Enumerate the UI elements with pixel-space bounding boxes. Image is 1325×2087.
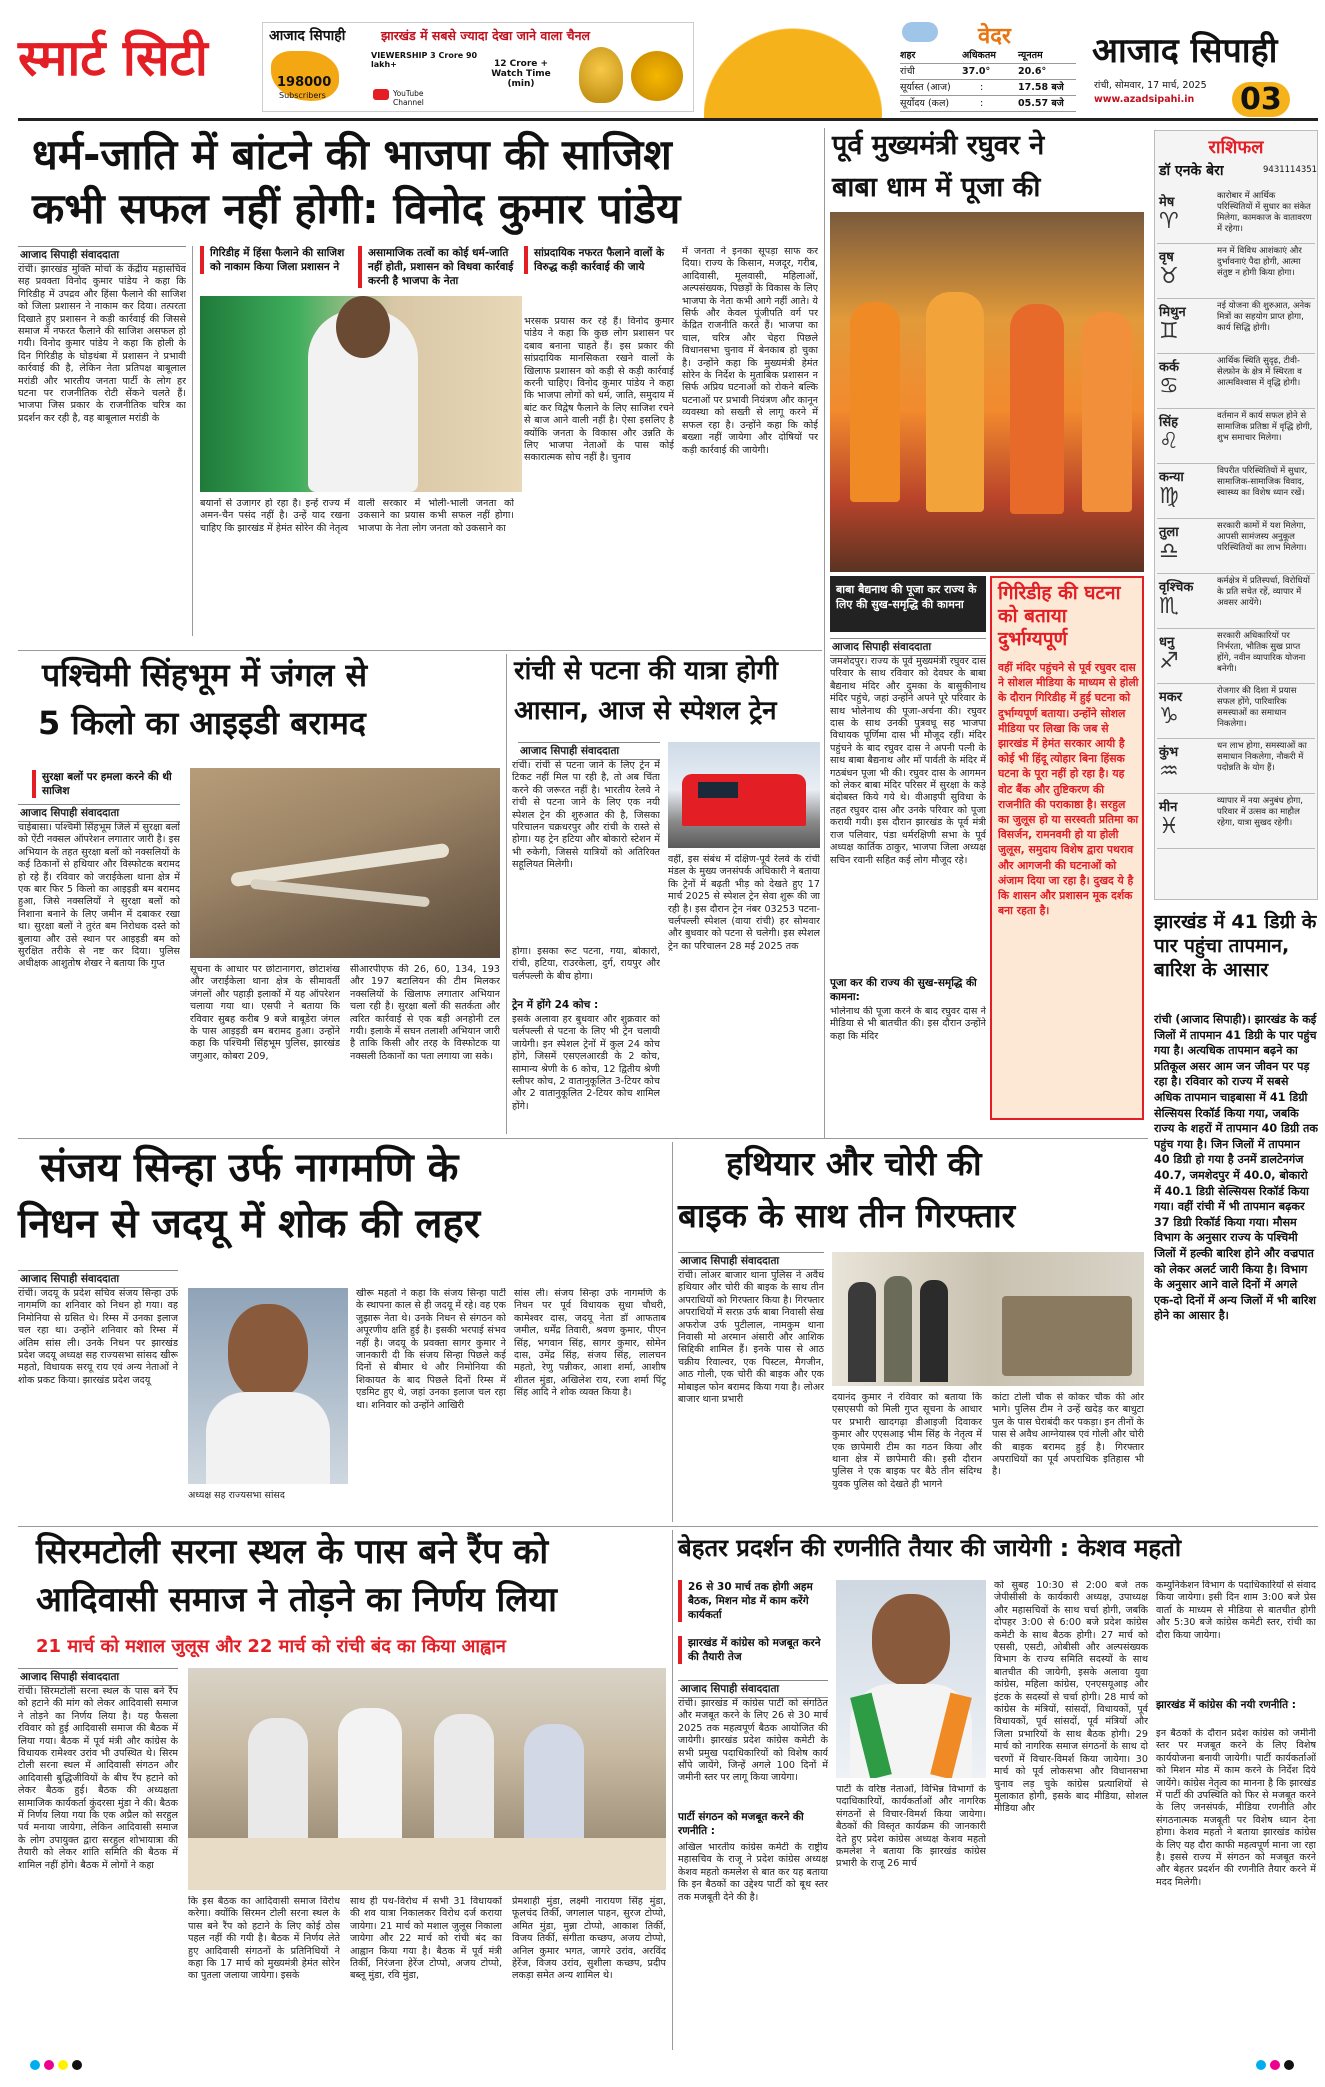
rashifal-box bbox=[1154, 130, 1318, 900]
byline: आजाद सिपाही संवाददाता bbox=[18, 1668, 178, 1686]
subhead: पार्टी संगठन को मजबूत करने की रणनीति : bbox=[678, 1811, 804, 1837]
rashifal-phone: 9431114351 bbox=[1263, 165, 1318, 175]
rashi-text: कारोबार में आर्थिक परिस्थितियों में सुधार का संकेत मिलेगा, कामकाज के वातावरण में रहेगा। bbox=[1217, 191, 1312, 234]
body-column: अखिल भारतीय कांग्रेस कमेटी के राष्ट्रीय महासचिव के राजू ने प्रदेश कांग्रेस अध्यक्ष केशव महतो कमलेश से बात कर यह बताया कि इन बैठकों का उद्देश्य पार्टी को बूथ स्तर तक मजबूती देने की है। bbox=[678, 1842, 828, 1903]
rashifal-author: डॉ एनके बेरा bbox=[1159, 163, 1224, 179]
story-raghubar bbox=[830, 128, 1150, 1138]
ied-photo bbox=[190, 768, 500, 958]
photo-caption: अध्यक्ष सह राज्यसभा सांसद bbox=[188, 1490, 285, 1501]
highlight-point: असामाजिक तत्वों का कोई धर्म-जाति नहीं होती, प्रशासन को विधवा कार्रवाई करनी है भाजपा के नेता bbox=[358, 246, 514, 288]
leo-icon: ♌ bbox=[1159, 429, 1179, 454]
body-column: रांची। झारखंड में कांग्रेस पार्टी को संगठित और मजबूत करने के लिए 26 से 30 मार्च 2025 तक महत्वपूर्ण बैठक आयोजित की जायेगी। झारखंड प्रदेश कांग्रेस कमेटी के सभी प्रमुख पदाधिकारियों को विशेष कार्य सौंपे जायेंगे, जिन्हें अगले 100 दिनों में जमीनी स्तर पर लागू किया जायेगा। bbox=[678, 1698, 828, 1784]
rashi-item bbox=[1157, 519, 1315, 574]
headline: बेहतर प्रदर्शन की रणनीति तैयार की जायेगी : केशव महतो bbox=[678, 1534, 1182, 1562]
body-column: दयानंद कुमार ने रविवार को बताया कि एसएसपी को मिली गुप्त सूचना के आधार पर प्रभारी खादगढ़ा डीआइजी दिवाकर कुमार और एएसआइ भीम सिंह के नेतृत्व में एक छापेमारी टीम का गठन किया और थाना क्षेत्र में छापेमारी की। इसी दौरान पुलिस ने एक बाइक पर बैठे तीन संदिग्ध युवक पुलिस को देखते ही भागने bbox=[832, 1392, 982, 1490]
person-head bbox=[336, 296, 390, 358]
youtube-ad[interactable] bbox=[262, 22, 694, 112]
rashi-name: मिथुन bbox=[1159, 305, 1186, 320]
body-column: कम्युनिकेशन विभाग के पदाधिकारियों से संवाद किया जायेगा। इसी दिन शाम 3:00 बजे प्रेस वार्ता के माध्यम से मीडिया से बातचीत होगी और 5:30 बजे कांग्रेस कमेटी स्तर, रांची का दौरा किया जायेगा। bbox=[1156, 1580, 1316, 1641]
body-column: रांची। सिरमटोली सरना स्थल के पास बने रैंप को हटाने की मांग को लेकर आदिवासी समाज ने तोड़ने का निर्णय लिया है। यह फैसला रविवार को हुई आदिवासी समाज की बैठक में लिया गया। बैठक में पूर्व मंत्री और कांग्रेस के विधायक रामेश्वर उरांव भी उपस्थित थे। सिरम टोली सरना स्थल में आदिवासी संगठन और आदिवासी बुद्धिजीवियों के बीच रैंप हटाने को लेकर बैठक हुई। बैठक की अध्यक्षता सामाजिक कार्यकर्ता कुंदरसा मुंडा ने की। बैठक में निर्णय लिया गया कि एक अप्रैल को सरहुल पर्व मनाया जायेगा, लेकिन आदिवासी समाज के लोग उपायुक्त द्वारा सरहुल शोभायात्रा की तैयारी को लेकर शांति समिति की बैठक में शामिल नहीं होंगे। बैठक में लोगों ने कहा bbox=[18, 1686, 178, 1871]
temple-photo bbox=[830, 212, 1144, 572]
weather-cloud-icon bbox=[902, 22, 938, 42]
rashi-name: मीन bbox=[1159, 800, 1178, 815]
box-text: वहीं मंदिर पहुंचने से पूर्व रघुवर दास ने सोशल मीडिया के माध्यम से होली के दौरान गिरिडीह में हुई घटना को दुर्भाग्यपूर्ण बताया। उन्होंने सोशल मीडिया पर लिखा कि जब से झारखंड में हेमंत सरकार आयी है कोई भी हिंदू त्योहार बिना हिंसक घटना के पूरा नहीं हो रहा है। यह वोट बैंक और तुष्टिकरण की राजनीति की पराकाष्ठा है। सरहुल का जुलूस हो या सरस्वती प्रतिमा का विसर्जन, रामनवमी हो या होली जुलूस, समुदाय विशेष द्वारा पथराव और आगजनी की घटनाओं को अंजाम दिया जा रहा है। दुखद ये है कि शासन और प्रशासन मूक दर्शक बना रहता है। bbox=[998, 661, 1139, 918]
rashi-text: नई योजना की शुरुआत, अनेक मित्रों का सहयोग प्राप्त होगा, कार्य सिद्धि होगी। bbox=[1217, 301, 1311, 333]
body-column: खीरू महतो ने कहा कि संजय सिन्हा पार्टी के स्थापना काल से ही जदयू में रहे। वह एक जुझारू नेता थे। उनके निधन से संगठन को अपूरणीय क्षति हुई है। इसकी भरपाई संभव नहीं है। जदयू के प्रवक्ता सागर कुमार ने जानकारी दी कि संजय सिन्हा पिछले कई दिनों से बीमार थे और निमोनिया की शिकायत के बाद पिछले दिनों रिम्स में एडमिट हुए थे, जहां उनका इलाज चल रहा था। शनिवार को उन्होंने आखिरी bbox=[356, 1288, 506, 1411]
subhead: ट्रेन में होंगे 24 कोच : bbox=[512, 999, 599, 1011]
body-column: प्रेमशाही मुंडा, लक्ष्मी नारायण सिंह मुंडा, फूलचंद तिर्की, जगलाल पाहन, सुरज टोप्पो, अमित मुंडा, मुन्ना टोप्पो, आकाश तिर्की, विजय तिर्की, संगीता कच्छप, अजय टोप्पो, अनिल कुमार भगत, जागरे उरांव, अरविंद हेरेंज, विजय उरांव, सुशीला कच्छप, प्रदीप लकड़ा समेत अन्य शामिल थे। bbox=[512, 1896, 666, 1982]
body-column: कांटा टोली चौक से कोकर चौक की ओर भागे। पुलिस टीम ने उन्हें खदेड़ कर बाधुटा पुल के पास घेराबंदी कर पकड़ा। इन तीनों के पास से अवैध आग्नेयास्त्र एवं गोली और चोरी की बाइक बरामद हुई है। गिरफ्तार अपराधियों का पूर्व अपराधिक इतिहास भी है। bbox=[992, 1392, 1144, 1478]
rashi-item bbox=[1157, 739, 1315, 794]
body-column: इसके अलावा हर बुधवार और शुक्रवार को चर्लपल्ली से पटना के लिए भी ट्रेन चलायी जायेगी। इन स्पेशल ट्रेनों में कुल 24 कोच होंगे, जिसमें एसएलआरडी के 2 कोच, सामान्य श्रेणी के 6 कोच, 12 द्वितीय श्रेणी स्लीपर कोच, 2 वातानुकूलित 3-टियर कोच और 2 वातानुकूलित 2-टियर कोच शामिल होंगे। bbox=[512, 1014, 660, 1112]
headline: 5 किलो का आइइडी बरामद bbox=[38, 704, 366, 742]
weather-header: अधिकतम bbox=[962, 50, 996, 61]
story-heat bbox=[1154, 908, 1318, 1430]
taurus-icon: ♉ bbox=[1159, 264, 1179, 289]
byline: आजाद सिपाही संवाददाता bbox=[518, 742, 660, 760]
ad-brand: आजाद सिपाही bbox=[269, 28, 346, 44]
byline: आजाद सिपाही संवाददाता bbox=[678, 1680, 828, 1698]
rashi-item bbox=[1157, 189, 1315, 244]
aquarius-icon: ♒ bbox=[1159, 759, 1179, 784]
ad-youtube: YouTube Channel bbox=[393, 89, 424, 107]
rashi-text: सरकारी कामों में यश मिलेगा, आपसी सामंजस्य अनुकूल परिस्थितियों का लाभ मिलेगा। bbox=[1217, 521, 1307, 553]
award-badge-icon bbox=[631, 51, 683, 101]
body-column: इन बैठकों के दौरान प्रदेश कांग्रेस को जमीनी स्तर पर मजबूत करने के लिए विशेष कार्ययोजना बनायी जायेगी। पार्टी कार्यकर्ताओं को मिशन मोड में काम करने के निर्देश दिये जायेंगे। कांग्रेस नेतृत्व का मानना है कि झारखंड में पार्टी की उपस्थिति को फिर से मजबूत करने के लिए जनसंपर्क, मीडिया रणनीति और संगठनात्मक मजबूती पर विशेष ध्यान देना होगा। केशव महतो ने बताया झारखंड कांग्रेस के लिए यह दौरा काफी महत्वपूर्ण माना जा रहा है। इससे राज्य में संगठन को मजबूत करने और बेहतर प्रदर्शन की रणनीति तैयार करने में मदद मिलेगी। bbox=[1156, 1728, 1316, 1888]
body-column: सूचना के आधार पर छोटानागरा, छोटाशंख और जराईकेला थाना क्षेत्र के सीमावर्ती जंगलों और पहाड़ी इलाकों में यह ऑपरेशन चलाया गया था। एसपी ने बताया कि रविवार सुबह करीब 9 बजे बाबूडेरा जंगल के पास आइइडी बम बरामद हुआ। उन्होंने कहा कि पश्चिमी सिंहभूम पुलिस, झारखंड जगुआर, कोबरा 209, bbox=[190, 964, 340, 1062]
ad-tagline: झारखंड में सबसे ज्यादा देखा जाने वाला चैनल bbox=[381, 28, 591, 43]
arrest-photo bbox=[832, 1252, 1144, 1386]
byline: आजाद सिपाही संवाददाता bbox=[18, 246, 186, 264]
paper-name: आजाद सिपाही bbox=[1092, 31, 1278, 71]
box-title: गिरिडीह की घटना को बताया दुर्भाग्यपूर्ण bbox=[998, 582, 1121, 650]
youtube-icon bbox=[373, 89, 389, 100]
pen-nib-logo bbox=[704, 0, 882, 118]
rashifal-list bbox=[1157, 189, 1315, 849]
headline: आसान, आज से स्पेशल ट्रेन bbox=[514, 696, 777, 726]
highlight-point: 26 से 30 मार्च तक होगी अहम बैठक, मिशन मोड में काम करेंगे कार्यकर्ता bbox=[678, 1580, 826, 1622]
body-column: बयानों से उजागर हो रहा है। इन्हें राज्य में अमन-चैन पसंद नहीं है। उन्हें याद रखना चाहिए कि झारखंड में हेमंत सोरेन की नेतृत्व bbox=[200, 498, 350, 534]
weather-max: 37.0° bbox=[962, 66, 991, 77]
color-registration-marks bbox=[30, 2058, 1300, 2074]
rashi-item bbox=[1157, 409, 1315, 464]
body-column: वहीं, इस संबंध में दक्षिण-पूर्व रेलवे के रांची मंडल के मुख्य जनसंपर्क अधिकारी ने बताया कि ट्रेनों में बढ़ती भीड़ को देखते हुए 17 मार्च 2025 से स्पेशल ट्रेन सेवा शुरू की जा रही है। इस दौरान ट्रेन नंबर 03253 पटना-चर्लपल्ली स्पेशल (वाया रांची) हर सोमवार और बुधवार को पटना से चलेगी। इस स्पेशल ट्रेन का परिचालन 28 मई 2025 तक bbox=[668, 854, 820, 952]
sagittarius-icon: ♐ bbox=[1159, 649, 1179, 674]
body-column: चाईबासा। पश्चिमी सिंहभूम जिले में सुरक्षा बलों को ऐंटी नक्सल ऑपरेशन लगातार जारी है। इस अभियान के तहत सुरक्षा बलों को नक्सलियों के कई ठिकानों से हथियार और विस्फोटक बरामद हो रहे हैं। रविवार को जराईकेला थाना क्षेत्र में एक बार फिर 5 किलो का आइइडी बम बरामद हुआ, जिसे नक्सलियों ने सुरक्षा बलों को निशाना बनाने के लिए जमीन में दबाकर रखा था। सुरक्षा बलों ने तुरंत बम निरोधक दस्ते को बुलाया और उसे स्थान पर आइइडी बम को सुरक्षित तरीके से नष्ट कर दिया। पुलिस अधीक्षक आशुतोष शेखर ने बताया कि गुप्त bbox=[18, 822, 180, 970]
weather-header: न्यूनतम bbox=[1018, 50, 1043, 61]
headline: बाइक के साथ तीन गिरफ्तार bbox=[678, 1196, 1016, 1235]
story-pandey bbox=[18, 128, 820, 648]
gemini-icon: ♊ bbox=[1159, 319, 1179, 344]
page-number: 03 bbox=[1232, 82, 1290, 117]
weather-header: शहर bbox=[900, 50, 916, 61]
portrait-photo bbox=[836, 1580, 986, 1778]
rashi-name: तुला bbox=[1159, 525, 1179, 540]
byline: आजाद सिपाही संवाददाता bbox=[18, 804, 180, 822]
body-column: वाली सरकार में भोली-भाली जनता को उकसाने का प्रयास कभी सफल नहीं होगा। भाजपा के नेता लोग जनता को उकसाने का bbox=[358, 498, 514, 534]
rashi-name: सिंह bbox=[1159, 415, 1179, 430]
rashi-text: व्यापार में नया अनुबंध होगा, परिवार में उत्सव का माहौल रहेगा, यात्रा सुखद रहेगी। bbox=[1217, 796, 1303, 828]
news-photo bbox=[200, 296, 522, 492]
weather-max: : bbox=[980, 82, 984, 93]
ad-subscribers: 198000 bbox=[277, 75, 332, 90]
byline: आजाद सिपाही संवाददाता bbox=[830, 638, 986, 656]
rashi-name: कर्क bbox=[1159, 360, 1179, 375]
headline: रांची से पटना की यात्रा होगी bbox=[514, 656, 778, 686]
byline: रांची (आजाद सिपाही)। bbox=[1154, 1013, 1251, 1026]
headline: पश्चिमी सिंहभूम में जंगल से bbox=[42, 656, 368, 694]
body-column: जमशेदपुर। राज्य के पूर्व मुख्यमंत्री रघुवर दास परिवार के साथ रविवार को देवघर के बाबा बैद्यनाथ मंदिर और दुमका के बासुकीनाथ मंदिर पहुंचे, जहां उन्होंने अपने पूरे परिवार के साथ भोलेनाथ की पूजा-अर्चना की। रघुवर दास के साथ उनकी पुत्रवधू सह भाजपा विधायक पूर्णिमा दास भी मौजूद रहीं। मंदिर पहुंचने के बाद रघुवर दास ने अपनी पत्नी के साथ बाबा बैद्यनाथ और माँ पार्वती के मंदिर में गठबंधन पूजा भी की। रघुवर दास के आगमन को लेकर बाबा मंदिर परिसर में सुरक्षा के कड़े बंदोबस्त किये गये थे। वीआइपी सुविधा के तहत रघुवर दास और उनके परिवार को पूजा करायी गयी। इस दौरान झारखंड के पूर्व मंत्री राज पलिवार, पंडा धर्मरक्षिणी सभा के पूर्व अध्यक्ष कार्तिक ठाकुर, भाजपा जिला अध्यक्ष सचिन रवानी सहित कई लोग मौजूद रहे। bbox=[830, 656, 986, 866]
ad-watchtime: 12 Crore + Watch Time (min) bbox=[491, 59, 551, 89]
rashi-name: वृष bbox=[1159, 250, 1174, 265]
body-column: रांची। झारखंड मुक्ति मोर्चा के केंद्रीय महासचिव सह प्रवक्ता विनोद कुमार पांडेय ने कहा कि गिरिडीह में उपद्रव और हिंसा फैलाने की साजिश को जिला प्रशासन ने नाकाम कर दिया। तत्परता दिखाते हुए प्रशासन ने कड़ी कार्रवाई की जिससे समाज में नफरत फैलाने की साजिश असफल हो गयी। विनोद कुमार पांडेय ने कहा कि होली के दिन गिरिडीह के घोड़थंबा में प्रशासन ने प्रभावी कार्रवाई की है, लेकिन नेता प्रतिपक्ष बाबूलाल मरांडी और भारतीय जनता पार्टी के लोग हर घटना पर राजनीतिक रोटी सेंकने चलते हैं। भाजपा जिस प्रकार के राजनीतिक चरित्र का प्रदर्शन कर रही है, वह बाबूलाल मरांडी के bbox=[18, 264, 186, 424]
headline: सिरमटोली सरना स्थल के पास बने रैंप को bbox=[36, 1532, 549, 1572]
rashi-text: आर्थिक स्थिति सुदृढ़, टीवी-सेल्फ़ोन के क्षेत्र में स्थिरता व आत्मविश्वास में वृद्धि होगी। bbox=[1217, 356, 1302, 388]
body-column: होगा। इसका रूट पटना, गया, बोकारो, रांची, हटिया, राउरकेला, दुर्ग, रायपुर और चर्लपल्ली के बीच होगा। bbox=[512, 946, 660, 982]
weather-city: सूर्यास्त (आज) bbox=[900, 82, 951, 93]
rashi-text: विपरीत परिस्थितियों में सुधार, सामाजिक-सामाजिक विवाद, स्वास्थ्य का विशेष ध्यान रखें। bbox=[1217, 466, 1308, 498]
cancer-icon: ♋ bbox=[1159, 374, 1179, 399]
portrait-photo bbox=[188, 1288, 348, 1484]
headline: बाबा धाम में पूजा की bbox=[832, 172, 1041, 203]
weather-box bbox=[898, 22, 1078, 114]
capricorn-icon: ♑ bbox=[1159, 704, 1179, 729]
masthead bbox=[0, 0, 1325, 120]
rashifal-title: राशिफल bbox=[1208, 137, 1264, 158]
subhead: पूजा कर की राज्य की सुख-समृद्धि की कामना: bbox=[830, 977, 977, 1003]
highlight-point: झारखंड में कांग्रेस को मजबूत करने की तैयारी तेज bbox=[678, 1636, 826, 1664]
body-column: साथ ही पथ-विरोध में सभी 31 विधायकों की शव यात्रा निकालकर विरोध दर्ज कराया जायेगा। 21 मार्च को मशाल जुलूस निकाला जायेगा और 22 मार्च को रांची बंद का आह्वान किया गया है। बैठक में पूर्व मंत्री तिर्की, निरंजना हेरेंज टोप्पो, अजय टोप्पो, बब्लू मुंडा, रवि मुंडा, bbox=[350, 1896, 502, 1982]
body-column: पार्टी के वरिष्ठ नेताओं, विभिन्न विभागों के पदाधिकारियों, कार्यकर्ताओं और नागरिक संगठनों से विचार-विमर्श किया जायेगा। बैठकों की विस्तृत कार्यक्रम की जानकारी देते हुए प्रदेश कांग्रेस अध्यक्ष केशव महतो कमलेश ने बताया कि झारखंड कांग्रेस प्रभारी के राजू 26 मार्च bbox=[836, 1784, 986, 1870]
deck: 21 मार्च को मशाल जुलूस और 22 मार्च को रांची बंद का किया आह्वान bbox=[36, 1636, 506, 1657]
story-sanjay bbox=[18, 1142, 668, 1522]
body-column: को सुबह 10:30 से 2:00 बजे तक जेपीसीसी के कार्यकारी अध्यक्ष, उपाध्यक्ष और महासचिवों के साथ चर्चा होगी, जबकि दोपहर 3:00 से 6:00 बजे प्रदेश कांग्रेस कमेटी के साथ बैठक होगी। 27 मार्च को एससी, एसटी, ओबीसी और अल्पसंख्यक विभाग के राज्य समिति सदस्यों के साथ बातचीत की जायेगी, इसके अलावा युवा कांग्रेस, महिला कांग्रेस, एनएसयूआइ और इंटक के सदस्यों से चर्चा होगी। 28 मार्च को कांग्रेस के मंत्रियों, सांसदों, विधायकों, पूर्व विधायकों, पूर्व सांसदों, पूर्व मंत्रियों और जिला प्रभारियों के साथ बैठक होगी। 29 मार्च को नागरिक समाज संगठनों के साथ दो चरणों में विचार-विमर्श किया जायेगा। 30 मार्च को पूर्व लोकसभा और विधानसभा चुनाव लड़ चुके कांग्रेस प्रत्याशियों से मुलाकात होगी, इसके बाद मीडिया, सोशल मीडिया और bbox=[994, 1580, 1148, 1815]
ad-subscribers-label: Subscribers bbox=[279, 91, 326, 100]
subhead: झारखंड में कांग्रेस की नयी रणनीति : bbox=[1156, 1699, 1296, 1711]
headline: पूर्व मुख्यमंत्री रघुवर ने bbox=[832, 130, 1045, 161]
story-sarna bbox=[18, 1530, 668, 2050]
section-title: स्मार्ट सिटी bbox=[18, 29, 208, 87]
rashi-name: धनु bbox=[1159, 635, 1175, 650]
weather-min: 05.57 बजे bbox=[1018, 98, 1064, 109]
rashi-name: वृश्चिक bbox=[1159, 580, 1194, 595]
weather-city: सूर्योदय (कल) bbox=[900, 98, 950, 109]
award-badge-icon bbox=[579, 47, 623, 103]
rashi-item bbox=[1157, 794, 1315, 849]
dateline: रांची, सोमवार, 17 मार्च, 2025 bbox=[1094, 80, 1207, 91]
rashi-item bbox=[1157, 354, 1315, 409]
body-column: झारखंड के कई जिलों में तापमान 41 डिग्री के पार पहुंच गया है। अत्यधिक तापमान बढ़ने का प्रतिकूल असर आम जन जीवन पर पड़ रहा है। रविवार को राज्य में सबसे अधिक तापमान चाइबासा में 41 डिग्री सेल्सियस रिकॉर्ड किया गया, जबकि राज्य के शहरों में तापमान 40 डिग्री तक पहुंच गया है। जिन जिलों में तापमान 40 डिग्री हो गया है उनमें डालटेनगंज 40.7, जमशेदपुर में 40.0, बोकारो में 40.1 डिग्री सेल्सियस रिकॉर्ड किया गया। वहीं रांची में भी तापमान बढ़कर 37 डिग्री रिकॉर्ड किया गया। मौसम विभाग के अनुसार राज्य के पश्चिमी जिलों में हल्की बारिश होने और वज्रपात को लेकर अलर्ट जारी किया है। विभाग के अनुसार आने वाले दिनों में अगले एक-दो दिनों में अन्य जिलों में भी बारिश होने का आसार है। bbox=[1154, 1013, 1318, 1323]
rashi-text: रोजगार की दिशा में प्रयास सफल होंगे, पारिवारिक समस्याओं का समाधान निकलेगा। bbox=[1217, 686, 1297, 729]
headline: झारखंड में 41 डिग्री के पार पहुंचा तापमान, बारिश के आसार bbox=[1154, 911, 1317, 981]
body-column: भरसक प्रयास कर रहे हैं। विनोद कुमार पांडेय ने कहा कि कुछ लोग प्रशासन पर दबाव बनाना चाहते हैं। इस प्रकार की सांप्रदायिक मानसिकता रखने वालों के खिलाफ प्रशासन को कड़ी से कड़ी कार्रवाई करनी चाहिए। विनोद कुमार पांडेय ने कहा कि भाजपा लोगों को धर्म, जाति, समुदाय में बांट कर विद्वेष फैलाने के लिए साजिश रचने से बाज आने वाली नहीं है। ऐसा इसलिए है क्योंकि जनता के विकास और उन्नति के लिए भाजपा नेताओं के पास कोई सकारात्मक सोच नहीं है। चुनाव bbox=[524, 316, 674, 464]
rashi-name: मकर bbox=[1159, 690, 1183, 705]
headline: निधन से जदयू में शोक की लहर bbox=[18, 1201, 481, 1247]
rashi-item bbox=[1157, 299, 1315, 354]
rashi-text: सरकारी अधिकारियों पर निर्भरता, भौतिक सुख प्राप्त होंगे, नवीन व्यापारिक योजना बनेगी। bbox=[1217, 631, 1306, 674]
photo-caption: बाबा बैद्यनाथ की पूजा कर राज्य के लिए की सुख-समृद्धि की कामना bbox=[830, 576, 986, 632]
libra-icon: ♎ bbox=[1159, 539, 1179, 564]
ad-viewership: VIEWERSHIP 3 Crore 90 lakh+ bbox=[371, 51, 478, 69]
weather-city: रांची bbox=[900, 66, 915, 77]
rashi-item bbox=[1157, 684, 1315, 739]
headline: आदिवासी समाज ने तोड़ने का निर्णय लिया bbox=[36, 1580, 557, 1620]
train-photo bbox=[668, 742, 820, 848]
story-train bbox=[512, 654, 822, 1134]
rashi-text: वर्तमान में कार्य सफल होने से सामाजिक प्रतिष्ठा में वृद्धि होगी, शुभ समाचार मिलेगा। bbox=[1217, 411, 1313, 443]
rashi-name: मेष bbox=[1159, 195, 1175, 210]
headline: हथियार और चोरी की bbox=[726, 1144, 982, 1183]
body-column: रांची। रांची से पटना जाने के लिए ट्रेन में टिकट नहीं मिल पा रही है, तो अब चिंता करने की जरूरत नहीं है। भारतीय रेलवे ने रांची से पटना जाने के लिए एक नयी स्पेशल ट्रेन की शुरुआत की है, जिसका परिचालन चक्रधरपुर और रांची के रास्ते से होगा। यह ट्रेन हटिया और बोकारो स्टेशन में भी रुकेगी, जिससे यात्रियों को अतिरिक्त सहूलियत मिलेगी। bbox=[512, 760, 660, 871]
story-box bbox=[990, 576, 1144, 1120]
body-text bbox=[1154, 1012, 1318, 1422]
rashi-text: कर्मक्षेत्र में प्रतिस्पर्धा, विरोधियों के प्रति सचेत रहें, व्यापार में अवसर आयेंगे। bbox=[1217, 576, 1310, 608]
rashi-text: धन लाभ होगा, समस्याओं का समाधान निकलेगा, नौकरी में पदोन्नति के योग हैं। bbox=[1217, 741, 1307, 773]
rashi-item bbox=[1157, 574, 1315, 629]
rashi-item bbox=[1157, 244, 1315, 299]
weather-title: वेदर bbox=[978, 24, 1011, 49]
highlight-point: गिरिडीह में हिंसा फैलाने की साजिश को नाकाम किया जिला प्रशासन ने bbox=[200, 246, 350, 274]
story-arrest bbox=[678, 1142, 1148, 1522]
scorpio-icon: ♏ bbox=[1159, 594, 1179, 619]
meeting-photo bbox=[188, 1668, 666, 1890]
rashi-name: कुंभ bbox=[1159, 745, 1179, 760]
website: www.azadsipahi.in bbox=[1094, 94, 1195, 105]
body-column: रांची। जदयू के प्रदेश सचिव संजय सिन्हा उर्फ नागमणि का शनिवार को निधन हो गया। वह निमोनिया से ग्रसित थे। रिम्स में उनका इलाज चल रहा था। उन्होंने शनिवार को रिम्स में अंतिम सांस ली। उनके निधन पर झारखंड प्रदेश जदयू अध्यक्ष सह राज्यसभा सांसद खीरू महतो, विधायक सरयू राय एवं अन्य नेताओं ने शोक प्रकट किया। झारखंड प्रदेश जदयू bbox=[18, 1288, 178, 1386]
subheadline: सुरक्षा बलों पर हमला करने की थी साजिश bbox=[32, 770, 182, 798]
highlight-point: सांप्रदायिक नफरत फैलाने वालों के विरुद्ध कड़ी कार्रवाई की जाये bbox=[524, 246, 674, 274]
weather-table bbox=[900, 48, 1076, 112]
weather-max: : bbox=[980, 98, 984, 109]
headline: धर्म-जाति में बांटने की भाजपा की साजिश bbox=[32, 130, 672, 179]
headline: कभी सफल नहीं होगी: विनोद कुमार पांडेय bbox=[32, 184, 681, 233]
story-congress bbox=[678, 1530, 1318, 2050]
weather-min: 17.58 बजे bbox=[1018, 82, 1064, 93]
pisces-icon: ♓ bbox=[1159, 814, 1179, 839]
byline: आजाद सिपाही संवाददाता bbox=[678, 1252, 824, 1270]
weather-min: 20.6° bbox=[1018, 66, 1047, 77]
story-ied bbox=[18, 654, 502, 1134]
rashi-text: मन में विविध आशंकाएं और दुर्भावनाएं पैदा होगी, आत्मा संतुष्ट न होगी किया होगा। bbox=[1217, 246, 1302, 278]
rashi-name: कन्या bbox=[1159, 470, 1184, 485]
rashi-item bbox=[1157, 464, 1315, 519]
body-column: सांस ली। संजय सिन्हा उर्फ नागमणि के निधन पर पूर्व विधायक सुधा चौधरी, कामेश्वर दास, जदयू नेता डॉ आफताब जमील, धर्मेंद्र तिवारी, श्रवण कुमार, पीएन सिंह, भगवान सिंह, सागर कुमार, सोमेन दास, उमेंद्र सिंह, संजय सिंह, लालचन महतो, रेणु पन्नीकर, आशा शर्मा, आशीष शीतल मुंडा, अखिलेश राय, रजा शर्मा पिंटू सिंह आदि ने शोक व्यक्त किया है। bbox=[514, 1288, 666, 1399]
body-column: कि इस बैठक का आदिवासी समाज विरोध करेगा। क्योंकि सिरमन टोली सरना स्थल के पास बने रैंप को हटाने के लिए कोई ठोस पहल नहीं की गयी है। बैठक में निर्णय लेते हुए आदिवासी संगठनों के प्रतिनिधियों ने कहा कि 17 मार्च को मुख्यमंत्री हेमंत सोरेन का पुतला जलाया जायेगा। इसके bbox=[188, 1896, 340, 1982]
byline: आजाद सिपाही संवाददाता bbox=[18, 1270, 178, 1288]
virgo-icon: ♍ bbox=[1159, 484, 1179, 509]
body-column: भोलेनाथ की पूजा करने के बाद रघुवर दास ने मीडिया से भी बातचीत की। इस दौरान उन्होंने कहा कि मंदिर bbox=[830, 1006, 986, 1042]
body-column: में जनता ने इनका सूपड़ा साफ कर दिया। राज्य के किसान, मजदूर, गरीब, आदिवासी, मूलवासी, महिलाओं, अल्पसंख्यक, पिछड़ों के विकास के लिए भाजपा के नेता कभी आगे नहीं आते। ये सिर्फ और केवल पूंजीपति वर्ग पर केंद्रित राजनीति करते हैं। भाजपा का चाल, चरित्र और चेहरा पिछले विधानसभा चुनाव में बेनकाब हो चुका है। उन्होंने कहा कि मुख्यमंत्री हेमंत सोरेन के निर्देश के मुताबिक प्रशासन न सिर्फ अप्रिय घटनाओं को रोकने बल्कि घटनाओं पर प्रभावी नियंत्रण और कानून व्यवस्था को सख्ती से लागू करने में सफल रहा है। उन्होंने कहा कि कोई बख्शा नहीं जायेगा और दोषियों पर कड़ी कार्रवाई की जायेगी। bbox=[682, 246, 818, 456]
rashi-item bbox=[1157, 629, 1315, 684]
headline: संजय सिन्हा उर्फ नागमणि के bbox=[40, 1145, 459, 1191]
body-column: सीआरपीएफ की 26, 60, 134, 193 और 197 बटालियन की टीम मिलकर नक्सलियों के खिलाफ लगातार अभियान चला रही है। सुरक्षा बलों की सतर्कता और त्वरित कार्रवाई से एक बड़ी अनहोनी टल गयी। इलाके में सघन तलाशी अभियान जारी है ताकि किसी और तरह के विस्फोटक या नक्सली ठिकानों का पता लगाया जा सके। bbox=[350, 964, 500, 1062]
aries-icon: ♈ bbox=[1159, 209, 1179, 234]
body-column: रांची। लोअर बाजार थाना पुलिस ने अवैध हथियार और चोरी की बाइक के साथ तीन अपराधियों को गिरफ्तार किया है। गिरफ्तार अपराधियों में सरफ़ उर्फ बाबा निवासी सेख अफरोज उर्फ पुटीलाल, नामकुम थाना निवासी मो अरमान अंसारी और आशिक सिद्दिकी शामिल हैं। इनके पास से आठ चक्रीय रिवाल्वर, एक पिस्टल, मैगजीन, आठ गोली, एक चोरी की बाइक और एक मोबाइल फोन बरामद किया गया है। लोअर बाजार थाना प्रभारी bbox=[678, 1270, 824, 1406]
